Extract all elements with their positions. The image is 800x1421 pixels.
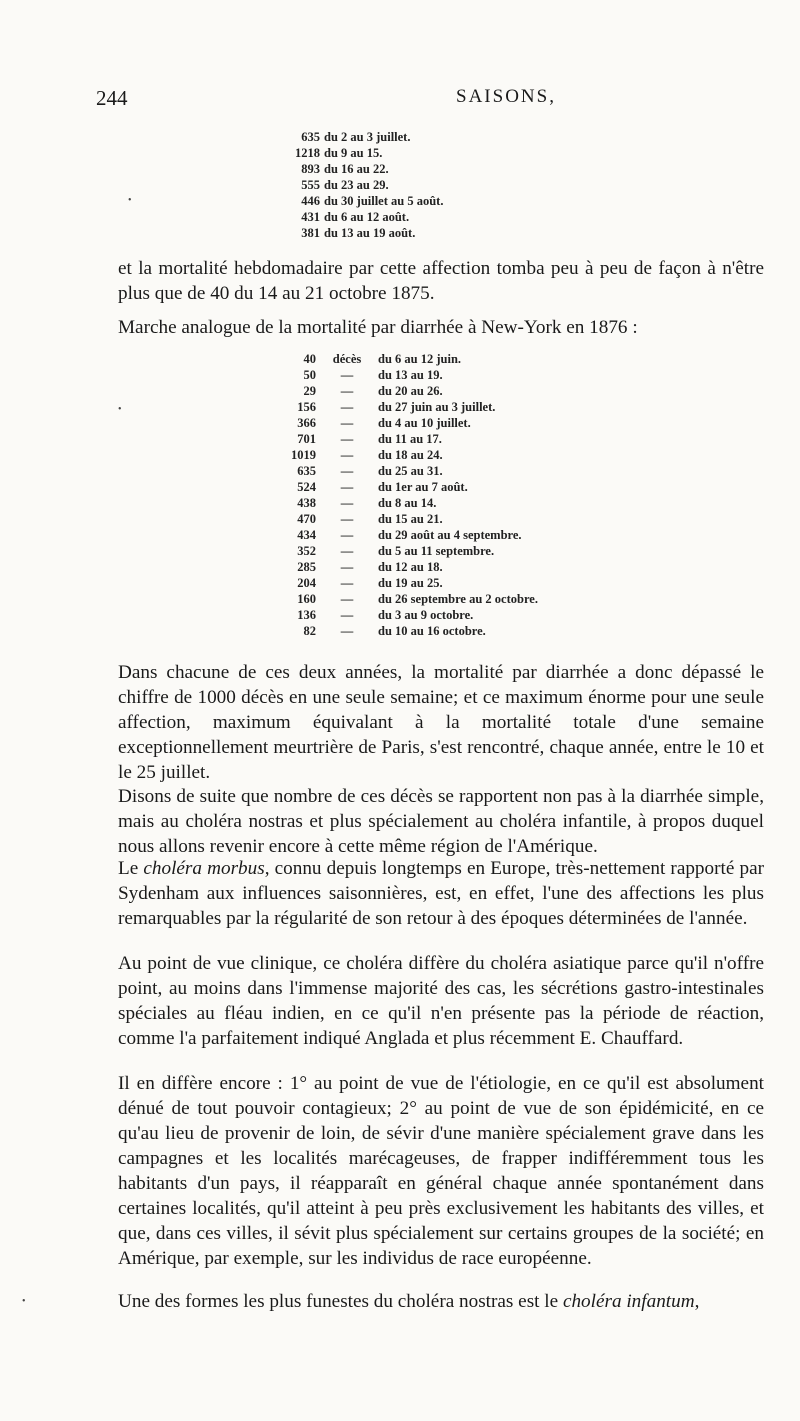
page-number: 244: [96, 86, 128, 110]
period-text: du 29 août au 4 septembre.: [378, 528, 522, 542]
list-item: [268, 447, 538, 463]
ditto-dash: —: [340, 624, 354, 638]
death-count: 285: [297, 560, 316, 574]
death-count: 136: [297, 608, 316, 622]
paragraph-8-italic: choléra infantum: [562, 1291, 695, 1312]
list-item: [287, 177, 443, 193]
period-text: du 18 au 24.: [378, 448, 443, 462]
print-speck: •: [128, 195, 132, 206]
list-item: [268, 623, 538, 639]
ditto-dash: —: [340, 576, 354, 590]
list-item: [287, 129, 443, 145]
death-count: 204: [297, 576, 316, 590]
list-item: [287, 209, 443, 225]
list-item: [268, 527, 538, 543]
weekly-deaths-list-1: [287, 129, 443, 241]
list-item: [287, 225, 443, 241]
paragraph-5: [118, 856, 764, 931]
list-item: [287, 145, 443, 161]
print-speck: •: [22, 1296, 26, 1307]
period-text: du 19 au 25.: [378, 576, 443, 590]
period-text: du 27 juin au 3 juillet.: [378, 400, 496, 414]
list-item: [268, 383, 538, 399]
weekly-deaths-list-2: [268, 351, 538, 639]
death-count: 50: [303, 368, 316, 382]
death-count: 470: [297, 512, 316, 526]
period-text: du 13 au 19 août.: [324, 226, 416, 240]
period-text: du 10 au 16 octobre.: [378, 624, 486, 638]
death-count: 156: [297, 400, 316, 414]
list-item: [268, 415, 538, 431]
ditto-dash: —: [340, 464, 354, 478]
period-text: du 6 au 12 août.: [324, 210, 410, 224]
deaths-label: décès: [332, 352, 362, 366]
death-count: 352: [297, 544, 316, 558]
period-text: du 25 au 31.: [378, 464, 443, 478]
death-count: 82: [303, 624, 316, 638]
ditto-dash: —: [340, 400, 354, 414]
death-count: 1218: [295, 146, 320, 160]
ditto-dash: —: [340, 544, 354, 558]
list-item: [268, 479, 538, 495]
death-count: 555: [301, 178, 320, 192]
period-text: du 5 au 11 septembre.: [378, 544, 495, 558]
page-header: [96, 86, 766, 116]
paragraph-5-text-a: Le: [118, 858, 144, 879]
death-count: 701: [297, 432, 316, 446]
paragraph-5-text-b: , connu depuis longtemps en Europe, très-nettement rapporté par Sydenham aux influences saisonnières, est, en effet, l'une des affections les plus remarquables par la régularité de son retour à des époques déterminées de l'année.: [118, 858, 764, 929]
paragraph-8-text-b: ,: [694, 1291, 700, 1312]
death-count: 524: [297, 480, 316, 494]
list-item: [268, 495, 538, 511]
ditto-dash: —: [340, 592, 354, 606]
paragraph-4: Disons de suite que nombre de ces décès se rapportent non pas à la diarrhée simple, mais au choléra nostras et plus spécialement au choléra infantile, à propos duquel nous allons revenir encore à cette même région de l'Amérique.: [118, 786, 764, 857]
period-text: du 11 au 17.: [378, 432, 442, 446]
death-count: 160: [297, 592, 316, 606]
paragraph-1: et la mortalité hebdomadaire par cette affection tomba peu à peu de façon à n'être plus que de 40 du 14 au 21 octobre 1875.: [118, 258, 764, 304]
death-count: 366: [297, 416, 316, 430]
list-item: [268, 367, 538, 383]
period-text: du 1er au 7 août.: [378, 480, 468, 494]
death-count: 446: [301, 194, 320, 208]
print-speck: •: [118, 404, 122, 415]
paragraph-6: Au point de vue clinique, ce choléra diffère du choléra asiatique parce qu'il n'offre point, au moins dans l'immense majorité des cas, les sécrétions gastro-intestinales spéciales au fléau indien, en ce qu'il n'en présente pas la période de réaction, comme l'a parfaitement indiqué Anglada et plus récemment E. Chauffard.: [118, 953, 764, 1049]
list-item: [268, 431, 538, 447]
death-count: 40: [303, 352, 316, 366]
death-count: 434: [297, 528, 316, 542]
list-item: [268, 351, 538, 367]
ditto-dash: —: [340, 512, 354, 526]
ditto-dash: —: [340, 560, 354, 574]
death-count: 635: [297, 464, 316, 478]
paragraph-2: Marche analogue de la mortalité par diarrhée à New-York en 1876 :: [118, 317, 638, 338]
period-text: du 9 au 15.: [324, 146, 383, 160]
paragraph-5-italic: choléra morbus: [143, 858, 265, 879]
ditto-dash: —: [340, 448, 354, 462]
ditto-dash: —: [340, 496, 354, 510]
period-text: du 6 au 12 juin.: [378, 352, 462, 366]
list-item: [268, 559, 538, 575]
period-text: du 8 au 14.: [378, 496, 437, 510]
list-item: [268, 543, 538, 559]
ditto-dash: —: [340, 368, 354, 382]
period-text: du 26 septembre au 2 octobre.: [378, 592, 538, 606]
list-item: [268, 591, 538, 607]
list-item: [287, 193, 443, 209]
list-item: [268, 463, 538, 479]
list-item: [268, 575, 538, 591]
death-count: 1019: [291, 448, 316, 462]
period-text: du 4 au 10 juillet.: [378, 416, 471, 430]
ditto-dash: —: [340, 384, 354, 398]
period-text: du 12 au 18.: [378, 560, 443, 574]
death-count: 635: [301, 130, 320, 144]
list-item: [268, 607, 538, 623]
period-text: du 13 au 19.: [378, 368, 443, 382]
period-text: du 30 juillet au 5 août.: [324, 194, 444, 208]
ditto-dash: —: [340, 608, 354, 622]
period-text: du 15 au 21.: [378, 512, 443, 526]
period-text: du 23 au 29.: [324, 178, 389, 192]
paragraph-7: Il en diffère encore : 1° au point de vue de l'étiologie, en ce qu'il est absolument dénué de tout pouvoir contagieux; 2° au point de vue de son épidémicité, en ce qu'au lieu de provenir de loin, de sévir d'une manière spécialement grave dans les campagnes et les localités marécageuses, de frapper indifféremment tous les habitants d'un pays, il réapparaît en général chaque année spontanément dans certaines localités, qu'il atteint à peu près exclusivement les habitants des villes, et que, dans ces villes, il sévit plus spécialement sur certains groupes de la société; en Amérique, par exemple, sur les individus de race européenne.: [118, 1073, 764, 1269]
period-text: du 3 au 9 octobre.: [378, 608, 474, 622]
period-text: du 2 au 3 juillet.: [324, 130, 411, 144]
list-item: [287, 161, 443, 177]
period-text: du 20 au 26.: [378, 384, 443, 398]
death-count: 893: [301, 162, 320, 176]
death-count: 438: [297, 496, 316, 510]
running-title: SAISONS,: [456, 86, 556, 107]
ditto-dash: —: [340, 432, 354, 446]
ditto-dash: —: [340, 416, 354, 430]
death-count: 381: [301, 226, 320, 240]
list-item: [268, 511, 538, 527]
paragraph-8-text-a: Une des formes les plus funestes du choléra nostras est le: [118, 1291, 563, 1312]
death-count: 431: [301, 210, 320, 224]
list-item: [268, 399, 538, 415]
paragraph-8: [118, 1289, 764, 1314]
death-count: 29: [303, 384, 316, 398]
paragraph-3: Dans chacune de ces deux années, la mortalité par diarrhée a donc dépassé le chiffre de 1000 décès en une seule semaine; et ce maximum énorme pour une seule affection, maximum équivalant à la mortalité totale d'une semaine exceptionnellement meurtrière de Paris, s'est rencontré, chaque année, entre le 10 et le 25 juillet.: [118, 662, 764, 783]
ditto-dash: —: [340, 480, 354, 494]
period-text: du 16 au 22.: [324, 162, 389, 176]
ditto-dash: —: [340, 528, 354, 542]
